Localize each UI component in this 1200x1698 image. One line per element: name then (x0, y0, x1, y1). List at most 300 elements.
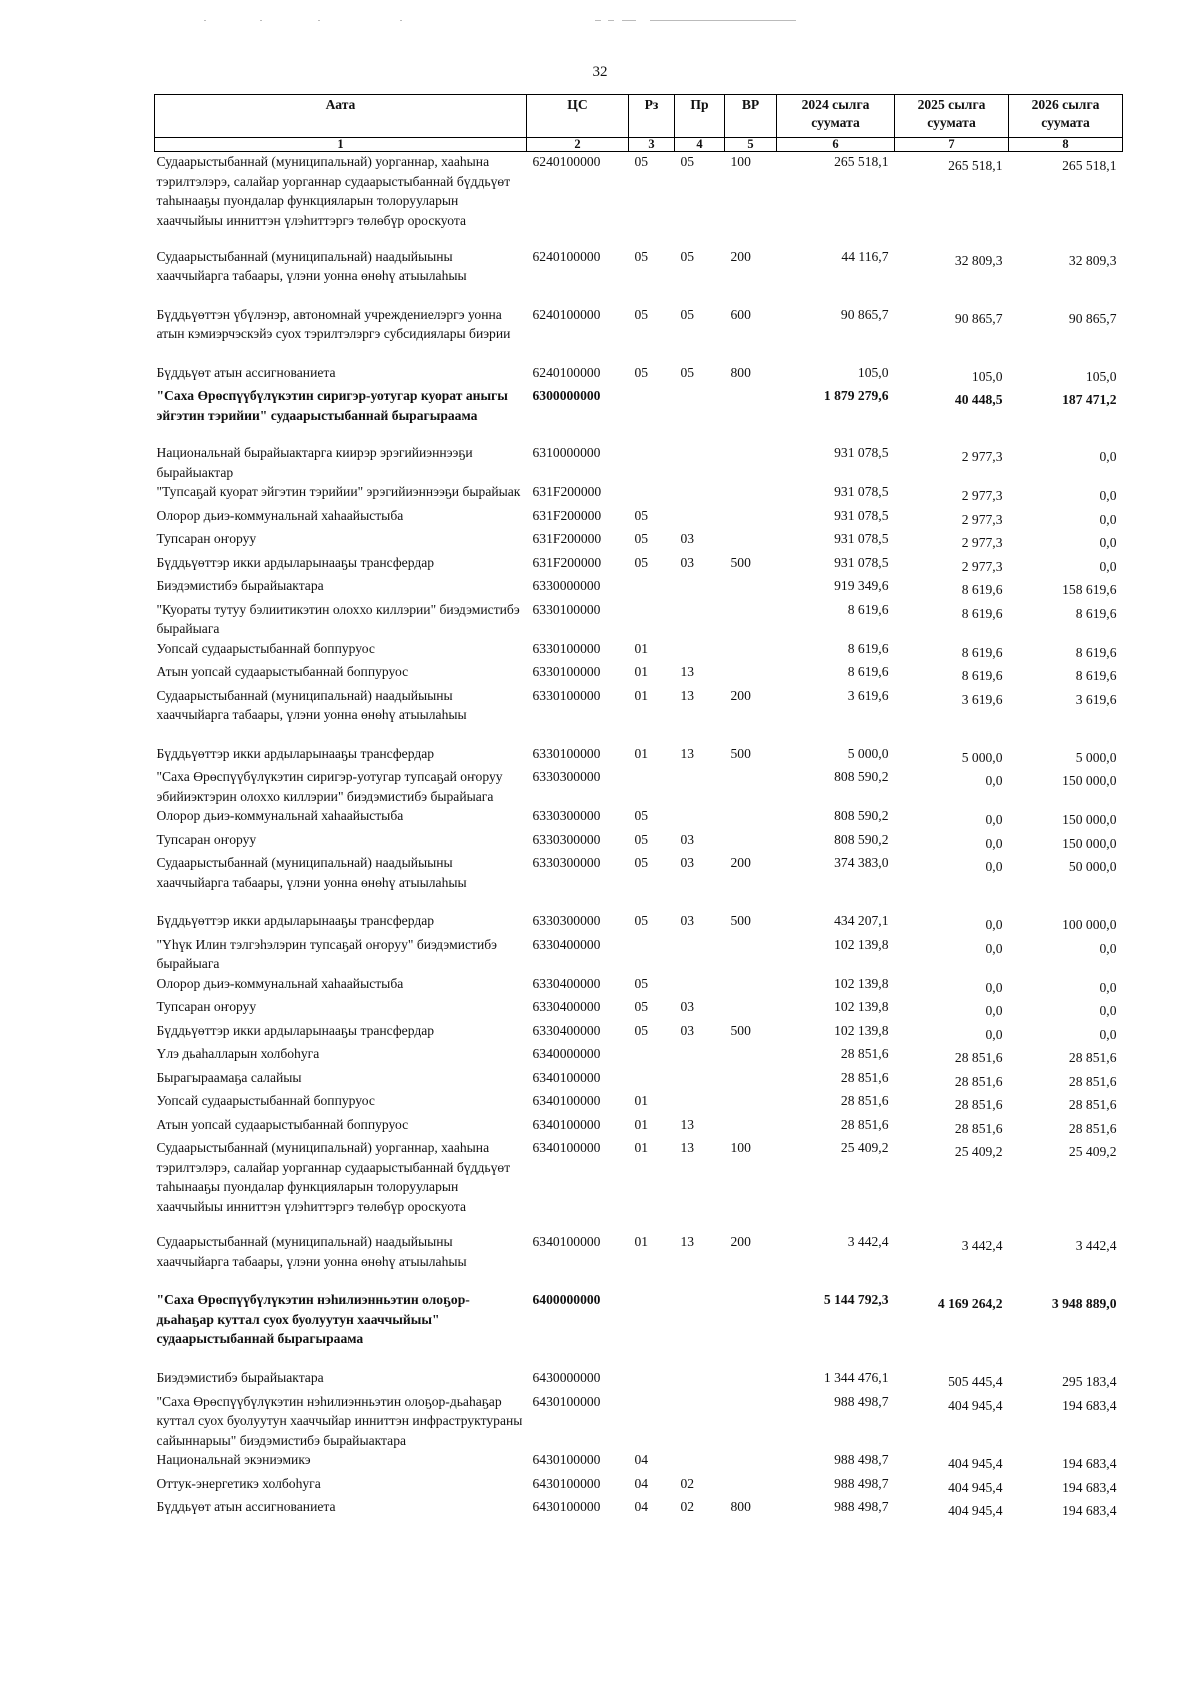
row-vr-code: 200 (730, 855, 751, 870)
row-amount-2026: 194 683,4 (1062, 1479, 1117, 1495)
row-cs-code: 6240100000 (532, 154, 601, 169)
row-pr-code (675, 506, 725, 530)
table-row (155, 1044, 1123, 1068)
column-number: 8 (1009, 138, 1123, 152)
row-amount-2024: 102 139,8 (834, 975, 889, 991)
table-row (155, 1392, 1123, 1451)
row-amount-2025: 0,0 (985, 979, 1003, 995)
header-row (155, 95, 1123, 138)
row-amount-2025: 404 945,4 (948, 1456, 1003, 1471)
row-cs-code: 6330400000 (532, 999, 601, 1014)
row-pr-code: 02 (680, 1475, 695, 1491)
row-name: Тупсаран оҥоруу (156, 531, 257, 546)
row-amount-2025: 0,0 (985, 1003, 1003, 1018)
row-name: Уопсай судаарыстыбаннай боппуруос (156, 640, 375, 656)
row-amount-2025: 2 977,3 (961, 488, 1003, 503)
row-amount-2024: 1 879 279,6 (823, 388, 889, 403)
table-row (155, 247, 1123, 305)
row-amount-2026: 32 809,3 (1068, 252, 1117, 268)
row-amount-2026: 105,0 (1085, 368, 1117, 384)
row-pr-code: 03 (680, 531, 695, 546)
row-name: Бүддьүөт атын ассигнованиета (156, 1499, 336, 1514)
row-amount-2024: 931 078,5 (834, 507, 889, 523)
row-vr-code (725, 1115, 777, 1139)
table-row (155, 639, 1123, 663)
column-header-2025: 2025 сылга суумата (895, 95, 1009, 138)
row-amount-2024: 919 349,6 (834, 578, 889, 593)
row-rz-code: 04 (634, 1475, 649, 1491)
row-cs-code: 6430100000 (532, 1475, 601, 1491)
row-cs-code: 6310000000 (532, 445, 601, 460)
row-cs-code: 6330300000 (532, 855, 601, 870)
row-cs-code: 6340100000 (532, 1093, 601, 1108)
row-cs-code: 6340100000 (532, 1234, 601, 1249)
column-number: 1 (155, 138, 527, 152)
table-row (155, 553, 1123, 577)
row-pr-code (675, 443, 725, 482)
row-pr-code: 03 (680, 999, 695, 1014)
row-name: "Саха Өрөспүүбүлүкэтин сиригэр-уотугар тупсаҕай оҥоруу эбийиэктэрин олоххо киллэрии" биэдэмистибэ бырайыага (156, 769, 503, 804)
row-vr-code (725, 576, 777, 600)
row-pr-code (675, 806, 725, 830)
row-amount-2024: 28 851,6 (840, 1046, 889, 1061)
row-amount-2025: 90 865,7 (954, 310, 1003, 326)
row-rz-code (629, 386, 675, 443)
row-amount-2025: 28 851,6 (954, 1050, 1003, 1065)
row-pr-code: 03 (680, 554, 695, 570)
row-name: Бүддьүөттэр икки ардыларынааҕы трансфердар (156, 554, 435, 570)
column-header-cs: ЦС (527, 95, 629, 138)
column-number: 4 (675, 138, 725, 152)
table-row (155, 1091, 1123, 1115)
row-vr-code: 100 (730, 1140, 751, 1155)
row-amount-2024: 25 409,2 (840, 1140, 889, 1155)
row-vr-code: 200 (730, 687, 751, 703)
row-pr-code (675, 1368, 725, 1392)
row-rz-code (629, 1290, 675, 1368)
row-pr-code (675, 767, 725, 806)
row-cs-code: 6330100000 (532, 640, 601, 656)
row-amount-2026: 5 000,0 (1075, 749, 1117, 765)
row-pr-code: 13 (680, 745, 695, 761)
row-vr-code (725, 662, 777, 686)
row-amount-2025: 0,0 (985, 917, 1003, 932)
table-row (155, 482, 1123, 506)
row-vr-code: 200 (730, 1234, 751, 1249)
row-rz-code: 05 (634, 248, 649, 264)
row-amount-2026: 150 000,0 (1062, 835, 1117, 851)
row-amount-2025: 265 518,1 (948, 158, 1003, 173)
row-name: Үлэ дьаһалларын холбоһуга (156, 1046, 320, 1061)
row-vr-code (725, 386, 777, 443)
column-number: 6 (777, 138, 895, 152)
row-name: "Үһүк Илин тэлгэһэлэрин тупсаҕай оҥоруу" биэдэмистибэ бырайыага (156, 936, 497, 971)
row-amount-2024: 808 590,2 (834, 769, 889, 784)
row-name: Судаарыстыбаннай (муниципальнай) наадыйыыны хааччыйарга табаары, үлэни уонна өнөһү атыылаһыы (156, 1234, 467, 1269)
row-amount-2025: 2 977,3 (961, 558, 1003, 574)
table-row (155, 935, 1123, 974)
table-row (155, 662, 1123, 686)
row-amount-2026: 194 683,4 (1062, 1456, 1117, 1471)
row-name: Олорор дьиэ-коммунальнай хаһаайыстыба (156, 975, 404, 991)
table-row (155, 974, 1123, 998)
row-amount-2026: 265 518,1 (1062, 158, 1117, 173)
table-row (155, 1290, 1123, 1368)
row-amount-2026: 28 851,6 (1068, 1097, 1117, 1112)
row-cs-code: 6330400000 (532, 975, 601, 991)
row-vr-code: 500 (730, 913, 751, 928)
row-vr-code: 200 (730, 248, 751, 264)
row-cs-code: 6340100000 (532, 1140, 601, 1155)
row-vr-code (725, 767, 777, 806)
row-amount-2024: 931 078,5 (834, 484, 889, 499)
row-amount-2026: 187 471,2 (1062, 392, 1117, 407)
row-cs-code: 6300000000 (532, 388, 601, 403)
table-row (155, 911, 1123, 935)
row-cs-code: 6240100000 (532, 248, 601, 264)
row-vr-code (725, 935, 777, 974)
row-pr-code (675, 1450, 725, 1474)
row-rz-code: 05 (634, 554, 649, 570)
row-amount-2026: 3 948 889,0 (1051, 1296, 1117, 1311)
table-row (155, 853, 1123, 911)
row-pr-code: 05 (680, 154, 695, 169)
row-amount-2025: 505 445,4 (948, 1374, 1003, 1389)
row-amount-2026: 100 000,0 (1062, 917, 1117, 932)
row-pr-code: 13 (680, 1140, 695, 1155)
row-amount-2026: 3 619,6 (1075, 691, 1117, 707)
table-row (155, 997, 1123, 1021)
row-amount-2025: 404 945,4 (948, 1397, 1003, 1413)
row-pr-code: 13 (680, 687, 695, 703)
row-amount-2024: 5 144 792,3 (823, 1292, 889, 1307)
row-rz-code (629, 443, 675, 482)
column-header-rz: Рз (629, 95, 675, 138)
row-vr-code (725, 1368, 777, 1392)
row-name: Национальнай экэниэмикэ (156, 1452, 311, 1467)
row-amount-2025: 5 000,0 (961, 749, 1003, 765)
row-cs-code: 6330300000 (532, 913, 601, 928)
row-vr-code: 100 (730, 154, 751, 169)
row-cs-code: 6340100000 (532, 1069, 601, 1085)
table-row (155, 1115, 1123, 1139)
table-row (155, 443, 1123, 482)
row-cs-code: 6330100000 (532, 745, 601, 761)
column-header-pr: Пр (675, 95, 725, 138)
row-rz-code: 05 (634, 1022, 649, 1038)
row-amount-2025: 25 409,2 (954, 1144, 1003, 1159)
row-amount-2026: 0,0 (1099, 449, 1117, 464)
row-vr-code: 500 (730, 1022, 751, 1038)
table-row (155, 152, 1123, 247)
row-rz-code (629, 767, 675, 806)
row-pr-code: 05 (680, 364, 695, 380)
row-rz-code: 05 (634, 507, 649, 523)
row-name: Судаарыстыбаннай (муниципальнай) уорганнар, хааһына тэрилтэлэрэ, салайар уорганнар судаарыстыбаннай бүддьүөт таһынааҕы пуондалар функцияларын толорууларын хааччыйыы инниттэн үлэһиттэргэ төлөбүр ороскуота (156, 1140, 511, 1214)
row-pr-code (675, 576, 725, 600)
row-cs-code: 631F200000 (532, 507, 602, 523)
table-row (155, 1450, 1123, 1474)
scan-top-line (0, 20, 1200, 24)
row-amount-2024: 105,0 (857, 364, 889, 380)
row-name: Бүддьүөт атын ассигнованиета (156, 364, 336, 380)
row-pr-code (675, 1290, 725, 1368)
row-vr-code (725, 830, 777, 854)
row-amount-2026: 0,0 (1099, 1026, 1117, 1042)
table-row (155, 806, 1123, 830)
row-cs-code: 6330100000 (532, 664, 601, 679)
row-rz-code (629, 1044, 675, 1068)
row-name: Атын уопсай судаарыстыбаннай боппуруос (156, 1116, 409, 1132)
row-amount-2025: 4 169 264,2 (937, 1296, 1003, 1311)
row-cs-code: 631F200000 (532, 484, 602, 499)
row-amount-2024: 434 207,1 (834, 913, 889, 928)
row-amount-2025: 8 619,6 (961, 582, 1003, 597)
row-rz-code: 05 (634, 975, 649, 991)
row-cs-code: 6330300000 (532, 831, 601, 847)
row-cs-code: 6240100000 (532, 306, 601, 322)
row-cs-code: 631F200000 (532, 531, 602, 546)
row-rz-code: 05 (634, 913, 649, 928)
row-cs-code: 6330400000 (532, 1022, 601, 1038)
row-pr-code: 13 (680, 1234, 695, 1249)
row-vr-code (725, 506, 777, 530)
row-amount-2026: 28 851,6 (1068, 1050, 1117, 1065)
row-amount-2026: 194 683,4 (1062, 1503, 1117, 1518)
column-number: 5 (725, 138, 777, 152)
row-amount-2025: 105,0 (971, 368, 1003, 384)
row-rz-code: 05 (634, 808, 649, 823)
row-rz-code: 01 (634, 745, 649, 761)
table-row (155, 1474, 1123, 1498)
row-pr-code (675, 639, 725, 663)
row-amount-2025: 0,0 (985, 812, 1003, 827)
row-vr-code (725, 806, 777, 830)
row-vr-code (725, 529, 777, 553)
row-vr-code (725, 600, 777, 639)
row-amount-2025: 40 448,5 (954, 392, 1003, 407)
row-amount-2026: 8 619,6 (1075, 668, 1117, 683)
row-amount-2026: 8 619,6 (1075, 644, 1117, 660)
table-row (155, 529, 1123, 553)
row-amount-2025: 0,0 (985, 1026, 1003, 1042)
table-row (155, 506, 1123, 530)
row-cs-code: 6330100000 (532, 687, 601, 703)
row-amount-2026: 194 683,4 (1062, 1397, 1117, 1413)
row-rz-code: 05 (634, 531, 649, 546)
table-row (155, 1021, 1123, 1045)
column-number-row (155, 138, 1123, 152)
table-row (155, 1497, 1123, 1521)
table-row (155, 1368, 1123, 1392)
row-rz-code (629, 482, 675, 506)
row-amount-2026: 0,0 (1099, 1003, 1117, 1018)
row-amount-2026: 50 000,0 (1068, 859, 1117, 874)
table-row (155, 386, 1123, 443)
row-rz-code: 01 (634, 1140, 649, 1155)
row-name: Судаарыстыбаннай (муниципальнай) наадыйыыны хааччыйарга табаары, үлэни уонна өнөһү атыылаһыы (156, 248, 467, 283)
row-vr-code: 800 (730, 1499, 751, 1514)
row-cs-code: 6330100000 (532, 601, 601, 617)
row-name: Национальнай бырайыактарга киирэр эрэгийиэннээҕи бырайыактар (156, 445, 473, 480)
row-vr-code: 500 (730, 554, 751, 570)
row-rz-code: 01 (634, 664, 649, 679)
column-header-2026: 2026 сылга суумата (1009, 95, 1123, 138)
row-cs-code: 6240100000 (532, 364, 601, 380)
row-amount-2024: 374 383,0 (834, 855, 889, 870)
row-amount-2025: 32 809,3 (954, 252, 1003, 268)
row-amount-2024: 1 344 476,1 (823, 1370, 889, 1385)
row-amount-2024: 8 619,6 (847, 640, 889, 656)
row-amount-2026: 28 851,6 (1068, 1120, 1117, 1136)
row-cs-code: 6330300000 (532, 769, 601, 784)
row-amount-2025: 2 977,3 (961, 511, 1003, 527)
row-vr-code (725, 1091, 777, 1115)
row-vr-code (725, 1068, 777, 1092)
row-pr-code (675, 482, 725, 506)
row-pr-code (675, 935, 725, 974)
row-amount-2024: 28 851,6 (840, 1069, 889, 1085)
table-body (155, 152, 1123, 1521)
column-header-2024: 2024 сылга суумата (777, 95, 895, 138)
row-pr-code: 02 (680, 1499, 695, 1514)
row-vr-code: 800 (730, 364, 751, 380)
row-amount-2024: 988 498,7 (834, 1393, 889, 1409)
row-amount-2024: 931 078,5 (834, 554, 889, 570)
row-amount-2026: 150 000,0 (1062, 812, 1117, 827)
row-vr-code (725, 997, 777, 1021)
table-row (155, 600, 1123, 639)
row-name: Бүддьүөттэр икки ардыларынааҕы трансфердар (156, 913, 435, 928)
row-pr-code (675, 1091, 725, 1115)
row-amount-2024: 988 498,7 (834, 1499, 889, 1514)
row-amount-2026: 90 865,7 (1068, 310, 1117, 326)
row-pr-code (675, 1068, 725, 1092)
row-cs-code: 6330400000 (532, 936, 601, 952)
row-amount-2026: 0,0 (1099, 535, 1117, 550)
row-rz-code (629, 576, 675, 600)
row-amount-2026: 25 409,2 (1068, 1144, 1117, 1159)
budget-table (154, 94, 1123, 1521)
page-number: 32 (592, 64, 608, 80)
row-rz-code: 05 (634, 831, 649, 847)
row-amount-2024: 265 518,1 (834, 154, 889, 169)
row-name: "Тупсаҕай куорат эйгэтин тэрийии" эрэгийиэннээҕи бырайыак (156, 484, 521, 499)
column-number: 2 (527, 138, 629, 152)
row-amount-2026: 0,0 (1099, 940, 1117, 956)
row-amount-2024: 8 619,6 (847, 601, 889, 617)
row-amount-2024: 808 590,2 (834, 808, 889, 823)
row-amount-2025: 0,0 (985, 835, 1003, 851)
row-cs-code: 6430100000 (532, 1499, 601, 1514)
table-row (155, 305, 1123, 363)
row-rz-code: 04 (634, 1499, 649, 1514)
row-rz-code: 05 (634, 154, 649, 169)
table-row (155, 767, 1123, 806)
table-row (155, 576, 1123, 600)
row-rz-code: 05 (634, 306, 649, 322)
row-pr-code: 03 (680, 831, 695, 847)
row-vr-code (725, 1392, 777, 1451)
row-amount-2024: 931 078,5 (834, 445, 889, 460)
row-rz-code: 05 (634, 999, 649, 1014)
row-amount-2025: 404 945,4 (948, 1503, 1003, 1518)
row-amount-2026: 0,0 (1099, 511, 1117, 527)
row-amount-2025: 0,0 (985, 940, 1003, 956)
row-pr-code (675, 974, 725, 998)
row-amount-2025: 3 619,6 (961, 691, 1003, 707)
row-cs-code: 6330000000 (532, 578, 601, 593)
row-name: Олорор дьиэ-коммунальнай хаһаайыстыба (156, 808, 404, 823)
row-amount-2024: 8 619,6 (847, 664, 889, 679)
row-name: Атын уопсай судаарыстыбаннай боппуруос (156, 664, 409, 679)
row-vr-code (725, 1450, 777, 1474)
row-amount-2024: 988 498,7 (834, 1452, 889, 1467)
row-rz-code: 01 (634, 640, 649, 656)
row-amount-2025: 0,0 (985, 859, 1003, 874)
row-name: Биэдэмистибэ бырайыактара (156, 1370, 324, 1385)
row-pr-code: 05 (680, 248, 695, 264)
row-cs-code: 6340100000 (532, 1116, 601, 1132)
row-name: Судаарыстыбаннай (муниципальнай) наадыйыыны хааччыйарга табаары, үлэни уонна өнөһү атыылаһыы (156, 855, 467, 890)
row-rz-code (629, 935, 675, 974)
row-rz-code (629, 600, 675, 639)
row-pr-code: 03 (680, 913, 695, 928)
table-row (155, 1068, 1123, 1092)
row-amount-2025: 28 851,6 (954, 1120, 1003, 1136)
row-amount-2024: 28 851,6 (840, 1093, 889, 1108)
row-name: Тупсаран оҥоруу (156, 831, 257, 847)
row-rz-code (629, 1392, 675, 1451)
row-amount-2024: 102 139,8 (834, 936, 889, 952)
row-amount-2024: 988 498,7 (834, 1475, 889, 1491)
row-amount-2025: 0,0 (985, 773, 1003, 788)
row-name: Бүддьүөттэн үбүлэнэр, автономнай учреждениелэргэ уонна атын кэмиэрчэскэйэ суох тэрилтэлэргэ субсидиялары биэрии (156, 306, 511, 341)
row-amount-2026: 0,0 (1099, 979, 1117, 995)
row-cs-code: 631F200000 (532, 554, 602, 570)
row-rz-code: 01 (634, 1234, 649, 1249)
table-row (155, 1232, 1123, 1290)
row-amount-2026: 0,0 (1099, 558, 1117, 574)
column-number: 7 (895, 138, 1009, 152)
row-name: "Куораты тутуу бэлиитикэтин олоххо киллэрии" биэдэмистибэ бырайыага (156, 601, 520, 636)
row-amount-2026: 3 442,4 (1075, 1238, 1117, 1253)
row-name: Оттук-энергетикэ холбоһуга (156, 1475, 321, 1491)
row-name: Судаарыстыбаннай (муниципальнай) уорганнар, хааһына тэрилтэлэрэ, салайар уорганнар судаарыстыбаннай бүддьүөт таһынааҕы пуондалар функцияларын толорууларын хааччыйыы инниттэн үлэһиттэргэ төлөбүр ороскуота (156, 154, 511, 228)
column-header-vr: ВР (725, 95, 777, 138)
row-pr-code: 03 (680, 855, 695, 870)
row-pr-code: 13 (680, 1116, 695, 1132)
row-amount-2026: 295 183,4 (1062, 1374, 1117, 1389)
table-row (155, 830, 1123, 854)
row-name: Олорор дьиэ-коммунальнай хаһаайыстыба (156, 507, 404, 523)
row-rz-code: 01 (634, 1116, 649, 1132)
row-amount-2025: 3 442,4 (961, 1238, 1003, 1253)
row-amount-2024: 90 865,7 (840, 306, 889, 322)
row-cs-code: 6430100000 (532, 1452, 601, 1467)
row-rz-code: 05 (634, 364, 649, 380)
row-amount-2026: 0,0 (1099, 488, 1117, 503)
column-header-name: Аата (155, 95, 527, 138)
row-rz-code: 01 (634, 687, 649, 703)
row-amount-2025: 404 945,4 (948, 1479, 1003, 1495)
row-amount-2024: 44 116,7 (841, 248, 889, 264)
row-amount-2025: 2 977,3 (961, 535, 1003, 550)
row-name: Бырагыраамаҕа салайыы (156, 1069, 302, 1085)
row-vr-code (725, 482, 777, 506)
row-rz-code: 05 (634, 855, 649, 870)
row-amount-2025: 28 851,6 (954, 1073, 1003, 1089)
